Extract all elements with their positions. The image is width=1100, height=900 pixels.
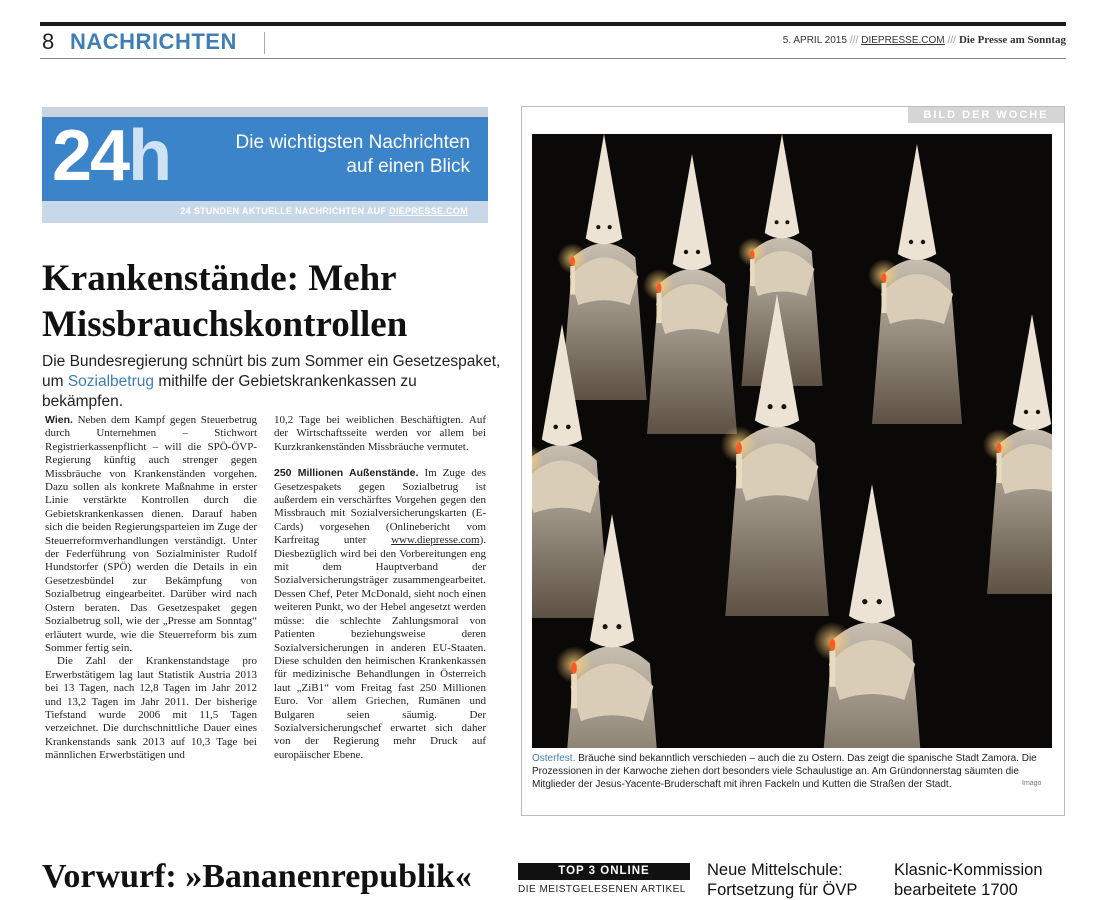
header-top-rule — [40, 22, 1066, 26]
article-lead: Die Bundesregierung schnürt bis zum Sommer ein Gesetzespaket, um Sozialbetrug mithilfe der Gebietskrankenkassen zu bekämpfen. — [42, 353, 501, 410]
procession-illustration — [532, 134, 1052, 748]
banner-strip-text: 24 STUNDEN AKTUELLE NACHRICHTEN AUF DIEPRESSE.COM — [180, 206, 468, 216]
dateline: Wien. — [45, 414, 73, 426]
top3-subtitle: DIE MEISTGELESENEN ARTIKEL — [518, 884, 686, 895]
lead-keyword[interactable]: Sozialbetrug — [67, 373, 155, 390]
top3-online-label: TOP 3 ONLINE — [518, 863, 690, 880]
header-divider — [264, 32, 265, 54]
news-24h-banner[interactable] — [42, 117, 488, 223]
banner-title: Die wichtigsten Nachrichten auf einen Blick — [235, 132, 470, 177]
paper-name: Die Presse am Sonntag — [958, 34, 1066, 46]
photo-caption: Osterfest. Bräuche sind bekanntlich verschieden – auch die zu Ostern. Das zeigt die spanische Stadt Zamora. Die Prozessionen in der Karwoche ziehen dort besonders viele Schaulustige an. Am Gründonnerstag säumten die Mitglieder der Jesus-Yacente-Bruderschaft mit ihren Fackeln und Kutten die Straßen der Stadt. — [532, 753, 1037, 790]
caption-keyword: Osterfest. — [532, 753, 576, 764]
header-meta: 5. APRIL 2015 /// DIEPRESSE.COM /// Die Presse am Sonntag — [782, 34, 1066, 46]
banner-strip — [42, 201, 488, 223]
top3-item-1[interactable]: Neue Mittelschule: Fortsetzung für ÖVP — [707, 861, 858, 899]
paragraph: 10,2 Tage bei weiblichen Beschäftigten. Auf der Wirtschaftsseite werden vor allem bei Kurzkrankenständen Missbräuche vermutet. — [274, 414, 486, 453]
banner-top-bar — [42, 107, 488, 117]
article-column-2 — [274, 414, 486, 762]
issue-date: 5. APRIL 2015 — [782, 35, 847, 46]
article-headline: Krankenstände: Mehr Missbrauchskontrollen — [42, 258, 408, 345]
site-link[interactable]: DIEPRESSE.COM — [861, 35, 945, 46]
procession-photo[interactable] — [532, 134, 1052, 748]
page-number: 8 — [42, 29, 55, 54]
photo-credit: Imago — [1022, 780, 1042, 787]
paragraph: 250 Millionen Außenstände. Im Zuge des Gesetzespakets gegen Sozialbetrug ist außerdem ein verschärftes Vorgehen gegen den Missbrauch mit Sozialversicherungskarten (E-Cards) vorgesehen (Onlinebericht vom Karfreitag unter www.diepresse.com). Diesbezüglich wird bei den Vorbereitungen eng mit dem Hauptverband der Sozialversicherungsträger zusammengearbeitet. Dessen Chef, Peter McDonald, sieht noch einen weiteren Punkt, wo der Hebel angesetzt werden müsse: die schlechte Zahlungsmoral von Patienten beziehungsweise deren Sozialversicherungen in anderen EU-Staaten. Diese schulden den heimischen Krankenkassen für medizinische Behandlungen in Österreich laut „ZiB1“ vom Freitag fast 250 Millionen Euro. Vor allem Griechen, Rumänen und Bulgaren seien säumig. Der Sozialversicherungschef erwartet sich daher von der Regierung mehr Druck auf europäischer Ebene. — [274, 467, 486, 761]
bild-der-woche-label: BILD DER WOCHE — [908, 107, 1064, 123]
article-link[interactable]: www.diepresse.com — [391, 534, 480, 547]
paragraph: Die Zahl der Krankenstandstage pro Erwerbstätigem lag laut Statistik Austria 2013 bei 13 Tagen, nach 12,8 Tagen im Jahr 2012 und 13,2 Tagen im Jahr 2011. Der bisherige Tiefstand wurde 2006 mit 11,5 Tagen verzeichnet. Die durchschnittliche Dauer eines Krankenstands sank 2013 auf 10,3 Tage bei männlichen Erwerbstätigen und — [45, 655, 257, 762]
paragraph: Wien. Neben dem Kampf gegen Steuerbetrug durch Unternehmen – Stichwort Registrierkassenpflicht – will die SPÖ-ÖVP-Regierung künftig auch strenger gegen Missbräuche von Krankenständen vorgehen. Dazu sollen als konkrete Maßnahme in erster Linie verstärkte Kontrollen durch die Gebietskrankenkassen dienen. Darauf haben sich die beiden Regierungsparteien im Zuge der Steuerreformverhandlungen verständigt. Unter der Federführung von Sozialminister Rudolf Hundstorfer (SPÖ) werden die Details in ein Gesetzesbündel zur Bekämpfung von Sozialbetrug eingearbeitet. Darüber wird nach Ostern beraten. Das Gesetzespaket gegen Sozialbetrug soll, wie der „Presse am Sonntag“ erläutert wurde, wie die Steuerreform bis zum Sommer fertig sein. — [45, 414, 257, 654]
top3-item-2[interactable]: Klasnic-Kommission bearbeitete 1700 — [894, 861, 1043, 899]
header-bottom-rule — [40, 58, 1066, 59]
next-article-headline[interactable]: Vorwurf: »Bananenrepublik« — [42, 858, 472, 895]
banner-24h-logo: 24h — [52, 117, 171, 196]
section-title[interactable]: NACHRICHTEN — [70, 29, 237, 54]
article-column-1 — [45, 414, 257, 763]
banner-link[interactable]: DIEPRESSE.COM — [389, 206, 468, 216]
subheading: 250 Millionen Außenstände. — [274, 467, 419, 480]
